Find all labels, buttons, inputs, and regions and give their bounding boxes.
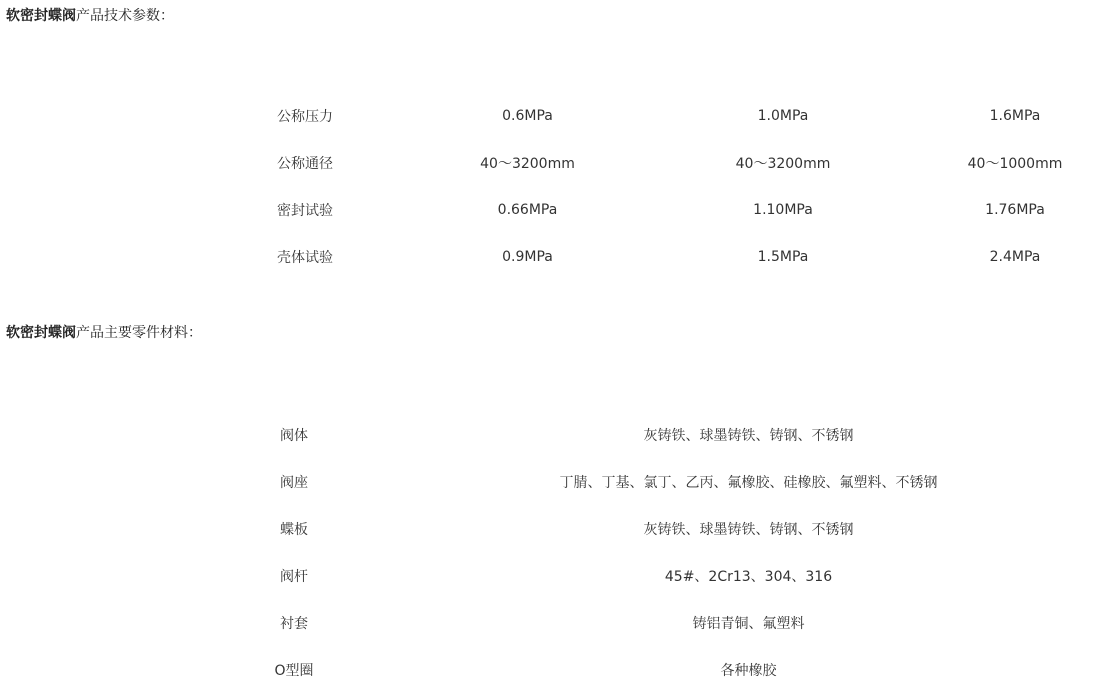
spec-value-cell: 1.0MPa <box>757 107 809 124</box>
spec-value-cell: 40～3200mm <box>480 155 575 172</box>
material-table <box>210 411 1119 693</box>
spec-heading-rest: 产品技术参数： <box>76 8 174 24</box>
material-part-cell: 阀体 <box>280 427 308 444</box>
spec-value-cell: 1.6MPa <box>989 107 1041 124</box>
table-row <box>210 552 1119 599</box>
material-part-cell: 衬套 <box>280 615 308 632</box>
spec-section-heading <box>6 6 174 26</box>
spec-table <box>210 92 1119 280</box>
spec-value-cell: 1.5MPa <box>757 248 809 265</box>
material-heading-bold: 软密封蝶阀 <box>6 325 76 341</box>
spec-value-cell: 40～1000mm <box>967 155 1063 172</box>
material-section-heading <box>6 323 202 343</box>
material-value-cell: 灰铸铁、球墨铸铁、铸钢、不锈钢 <box>643 427 854 444</box>
table-row <box>210 233 1119 280</box>
spec-value-cell: 0.9MPa <box>502 248 553 265</box>
spec-value-cell: 1.10MPa <box>753 201 813 218</box>
material-part-cell: O型圈 <box>274 662 314 679</box>
spec-value-cell: 1.76MPa <box>985 201 1045 218</box>
table-row <box>210 139 1119 186</box>
material-part-cell: 蝶板 <box>280 521 308 538</box>
spec-value-cell: 0.6MPa <box>502 107 553 124</box>
material-part-cell: 阀杆 <box>280 568 308 585</box>
spec-label-cell: 公称通径 <box>277 155 333 172</box>
spec-value-cell: 40～3200mm <box>735 155 831 172</box>
table-row <box>210 646 1119 693</box>
table-row <box>210 505 1119 552</box>
spec-label-cell: 密封试验 <box>277 202 333 219</box>
spec-label-cell: 壳体试验 <box>277 249 333 266</box>
spec-heading-bold: 软密封蝶阀 <box>6 8 76 24</box>
table-row <box>210 411 1119 458</box>
table-row <box>210 92 1119 139</box>
material-value-cell: 灰铸铁、球墨铸铁、铸钢、不锈钢 <box>643 521 854 538</box>
spec-value-cell: 2.4MPa <box>989 248 1041 265</box>
table-row <box>210 186 1119 233</box>
material-value-cell: 45#、2Cr13、304、316 <box>664 568 833 585</box>
material-value-cell: 丁腈、丁基、氯丁、乙丙、氟橡胶、硅橡胶、氟塑料、不锈钢 <box>559 474 938 491</box>
material-part-cell: 阀座 <box>280 474 308 491</box>
material-value-cell: 各种橡胶 <box>720 662 777 679</box>
table-row <box>210 458 1119 505</box>
material-value-cell: 铸铝青铜、氟塑料 <box>692 615 805 632</box>
spec-label-cell: 公称压力 <box>277 108 333 125</box>
table-row <box>210 599 1119 646</box>
spec-value-cell: 0.66MPa <box>497 201 558 218</box>
material-heading-rest: 产品主要零件材料： <box>76 325 202 341</box>
